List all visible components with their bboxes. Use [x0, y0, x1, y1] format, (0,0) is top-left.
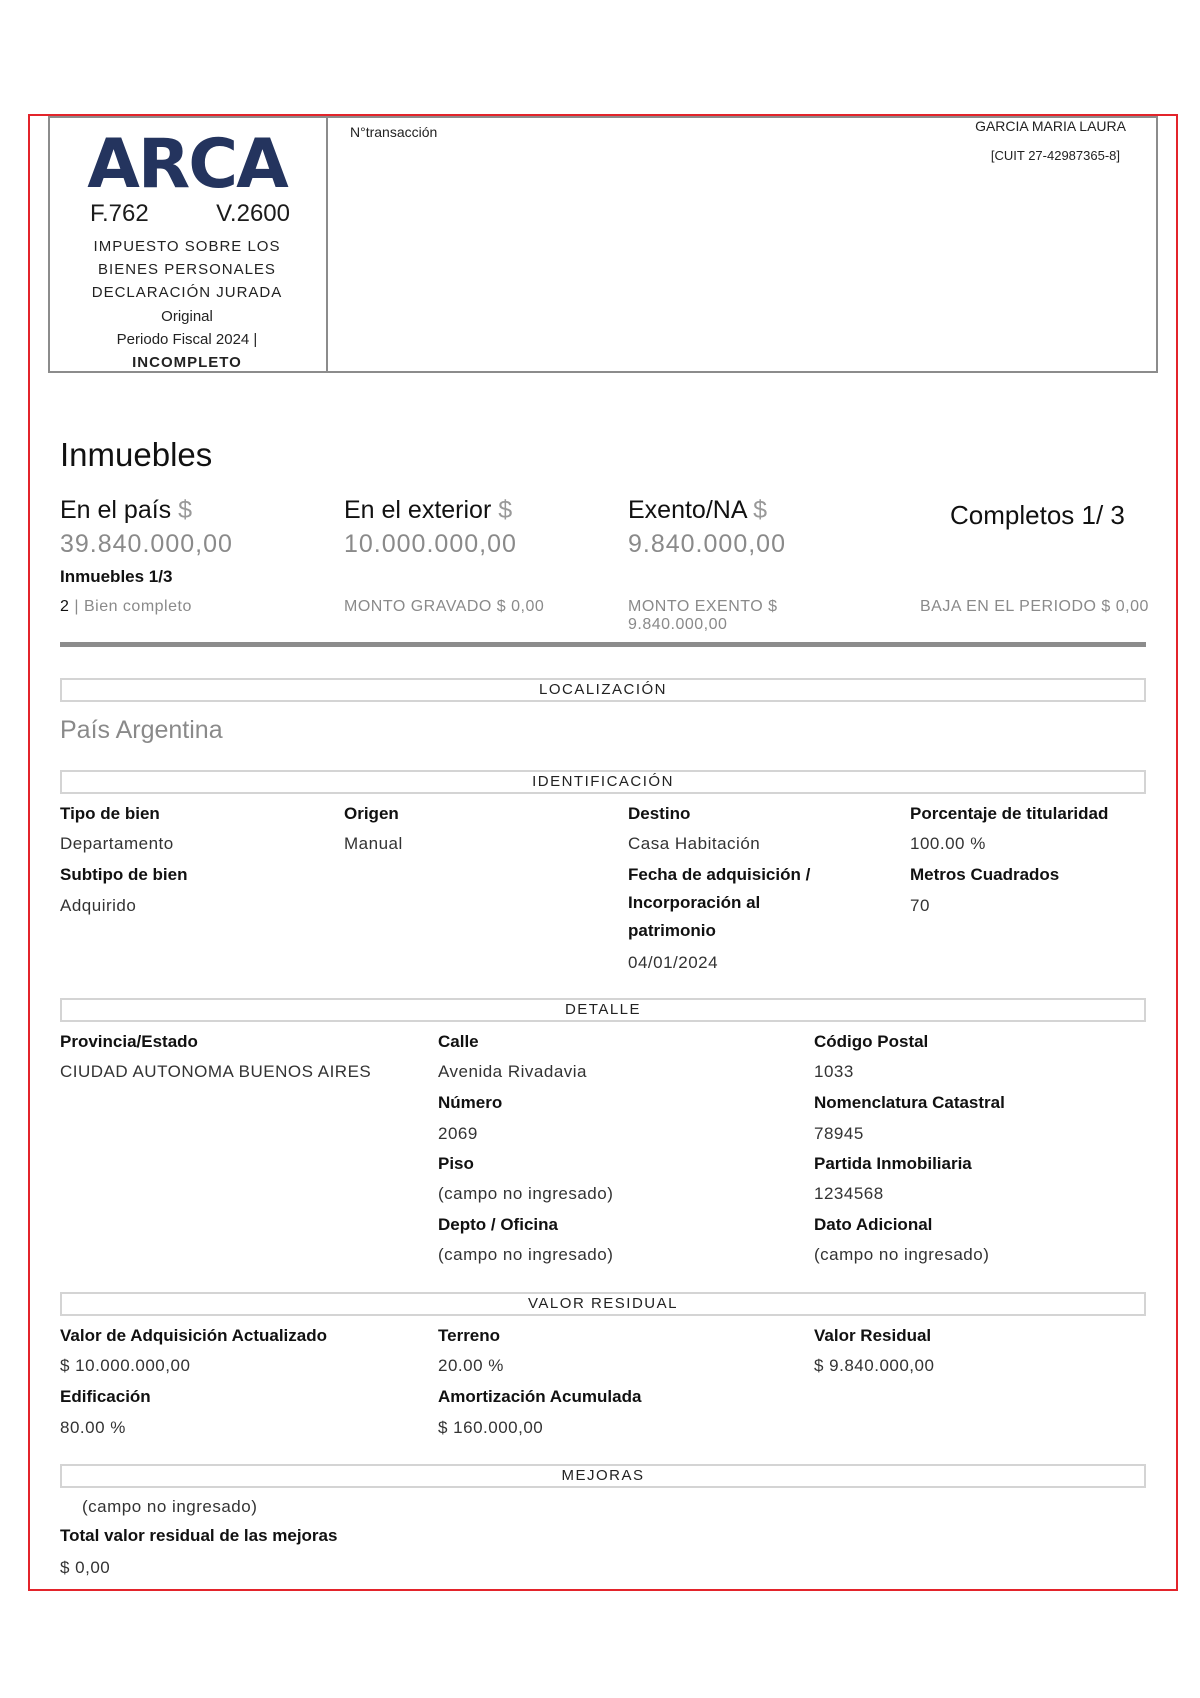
metros-value: 70 — [910, 896, 930, 915]
amortizacion-value: $ 160.000,00 — [438, 1418, 544, 1437]
page-title: Inmuebles — [60, 436, 213, 473]
porcentaje-value: 100.00 % — [910, 834, 986, 853]
metros-label: Metros Cuadrados — [910, 865, 1060, 884]
porcentaje-label: Porcentaje de titularidad — [910, 804, 1109, 823]
fecha-value: 04/01/2024 — [628, 953, 719, 972]
cp-value: 1033 — [814, 1062, 854, 1081]
piso-label: Piso — [438, 1154, 474, 1173]
partida-value: 1234568 — [814, 1184, 884, 1203]
residual-label: Valor Residual — [814, 1326, 932, 1345]
form-version-row — [90, 200, 290, 228]
residual-value: $ 9.840.000,00 — [814, 1356, 935, 1375]
exento-value: 9.840.000,00 — [628, 530, 786, 558]
nomenclatura-label: Nomenclatura Catastral — [814, 1093, 1005, 1112]
terreno-label: Terreno — [438, 1326, 501, 1345]
monto-exento: MONTO EXENTO $ 9.840.000,00 — [628, 598, 778, 633]
dato-value: (campo no ingresado) — [814, 1245, 990, 1264]
depto-value: (campo no ingresado) — [438, 1245, 614, 1264]
depto-label: Depto / Oficina — [438, 1215, 558, 1234]
origen-label: Origen — [344, 804, 399, 823]
user-cuit: [CUIT 27-42987365-8] — [990, 148, 1120, 163]
form-version: V.2600 — [216, 200, 290, 227]
country-value: País Argentina — [60, 716, 223, 744]
tipo-value: Departamento — [60, 834, 174, 853]
inmuebles-count: Inmuebles 1/3 — [60, 567, 173, 586]
section-mejoras: MEJORAS — [60, 1464, 1146, 1488]
destino-label: Destino — [628, 804, 691, 823]
cp-label: Código Postal — [814, 1032, 929, 1051]
form-number: F.762 — [90, 200, 149, 227]
status-badge: INCOMPLETO — [132, 354, 242, 371]
form-header-left — [50, 118, 328, 371]
transaction-label: N°transacción — [350, 124, 438, 140]
bien-status: 2 | Bien completo — [60, 598, 192, 615]
destino-value: Casa Habitación — [628, 834, 761, 853]
baja-periodo: BAJA EN EL PERIODO $ 0,00 — [920, 598, 1149, 615]
dato-label: Dato Adicional — [814, 1215, 933, 1234]
exterior-value: 10.000.000,00 — [344, 530, 517, 558]
numero-value: 2069 — [438, 1124, 478, 1143]
mejoras-total-label: Total valor residual de las mejoras — [60, 1526, 338, 1545]
arca-logo: ARCA — [87, 125, 287, 204]
edificacion-label: Edificación — [60, 1387, 151, 1406]
calle-label: Calle — [438, 1032, 479, 1051]
section-detalle: DETALLE — [60, 998, 1146, 1022]
origen-value: Manual — [344, 834, 403, 853]
tax-name-line3: DECLARACIÓN JURADA — [91, 284, 283, 301]
exterior-label: En el exterior $ — [344, 496, 513, 524]
calle-value: Avenida Rivadavia — [438, 1062, 587, 1081]
exento-label: Exento/NA $ — [628, 496, 767, 524]
pais-value: 39.840.000,00 — [60, 530, 233, 558]
section-valor-residual: VALOR RESIDUAL — [60, 1292, 1146, 1316]
user-name: GARCIA MARIA LAURA — [975, 118, 1126, 134]
fecha-label: Fecha de adquisición / Incorporación al patrimonio — [628, 865, 811, 940]
adquisicion-label: Valor de Adquisición Actualizado — [60, 1326, 328, 1345]
completos-count: Completos 1/ 3 — [950, 500, 1125, 530]
edificacion-value: 80.00 % — [60, 1418, 126, 1437]
tax-name-line2: BIENES PERSONALES — [98, 261, 276, 278]
adquisicion-value: $ 10.000.000,00 — [60, 1356, 191, 1375]
form-header — [48, 116, 1158, 373]
amortizacion-label: Amortización Acumulada — [438, 1387, 642, 1406]
mejoras-total-value: $ 0,00 — [60, 1558, 111, 1577]
terreno-value: 20.00 % — [438, 1356, 504, 1375]
piso-value: (campo no ingresado) — [438, 1184, 614, 1203]
provincia-label: Provincia/Estado — [60, 1032, 198, 1051]
nomenclatura-value: 78945 — [814, 1124, 864, 1143]
provincia-value: CIUDAD AUTONOMA BUENOS AIRES — [60, 1062, 372, 1081]
subtipo-label: Subtipo de bien — [60, 865, 188, 884]
partida-label: Partida Inmobiliaria — [814, 1154, 972, 1173]
summary-divider — [60, 642, 1146, 647]
tipo-label: Tipo de bien — [60, 804, 160, 823]
section-localizacion: LOCALIZACIÓN — [60, 678, 1146, 702]
declaration-type: Original — [161, 308, 213, 325]
pais-label: En el país $ — [60, 496, 193, 524]
mejoras-empty: (campo no ingresado) — [82, 1497, 258, 1516]
numero-label: Número — [438, 1093, 503, 1112]
tax-name-line1: IMPUESTO SOBRE LOS — [93, 238, 281, 255]
section-identificacion: IDENTIFICACIÓN — [60, 770, 1146, 794]
monto-gravado: MONTO GRAVADO $ 0,00 — [344, 598, 545, 615]
fiscal-period: Periodo Fiscal 2024 | — [116, 331, 258, 348]
subtipo-value: Adquirido — [60, 896, 137, 915]
